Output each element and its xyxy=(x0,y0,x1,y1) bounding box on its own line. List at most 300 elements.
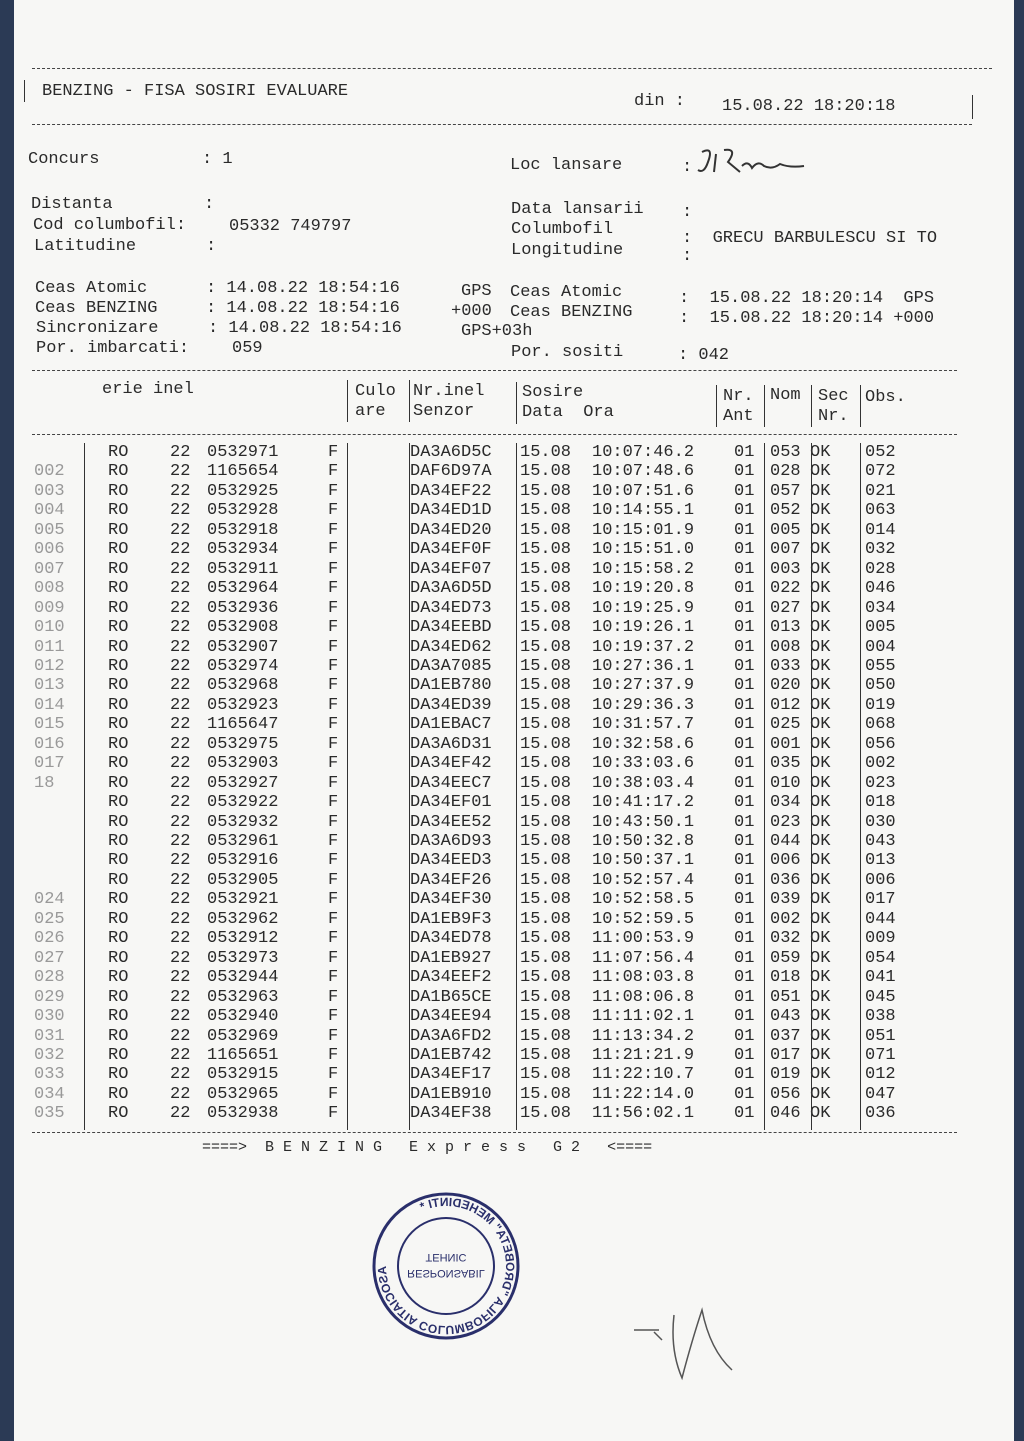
ring-number: 0532927 xyxy=(207,773,279,793)
arrival-time: 11:13:34.2 xyxy=(592,1026,695,1046)
antenna-number: 01 xyxy=(734,793,755,813)
ring-year: 22 xyxy=(170,968,191,988)
sec-status: OK xyxy=(810,832,831,851)
distanta-value: : xyxy=(204,195,215,214)
arrival-time: 10:19:25.9 xyxy=(592,598,695,618)
country: RO xyxy=(108,968,129,988)
ring-number: 0532973 xyxy=(207,948,279,968)
antenna-number: 01 xyxy=(734,1065,755,1085)
arrival-date: 15.08 xyxy=(520,987,572,1007)
arrival-time: 10:41:17.2 xyxy=(592,793,695,813)
arrival-time: 10:50:37.1 xyxy=(592,851,695,871)
sensor-id: DA34EF30 xyxy=(410,890,492,910)
observation: 047 xyxy=(865,1084,896,1104)
ceas-benzing-right-value: : 15.08.22 18:20:14 +000 xyxy=(679,309,935,328)
antenna-number: 01 xyxy=(734,890,755,910)
table-row xyxy=(14,1104,1014,1124)
arrival-date: 15.08 xyxy=(520,462,572,482)
header-nom: Nom xyxy=(770,386,801,405)
country: RO xyxy=(108,481,129,501)
nom-number: 056 xyxy=(770,1084,801,1104)
ring-year: 22 xyxy=(170,695,191,715)
nom-number: 037 xyxy=(770,1026,801,1046)
row-number: 024 xyxy=(34,890,65,910)
arrival-date: 15.08 xyxy=(520,773,572,793)
sensor-id: DA3A6D5C xyxy=(410,443,492,462)
table-row xyxy=(14,754,1014,774)
observation: 043 xyxy=(865,832,896,851)
country: RO xyxy=(108,812,129,832)
ring-number: 0532928 xyxy=(207,501,279,521)
country: RO xyxy=(108,870,129,890)
concurs-label: Concurs xyxy=(28,150,100,169)
antenna-number: 01 xyxy=(734,501,755,521)
country: RO xyxy=(108,773,129,793)
antenna-number: 01 xyxy=(734,656,755,676)
antenna-number: 01 xyxy=(734,443,755,462)
arrival-time: 10:31:57.7 xyxy=(592,715,695,735)
country: RO xyxy=(108,656,129,676)
sec-status: OK xyxy=(810,695,831,715)
country: RO xyxy=(108,1065,129,1085)
antenna-number: 01 xyxy=(734,812,755,832)
ring-number: 0532961 xyxy=(207,832,279,851)
country: RO xyxy=(108,443,129,462)
sensor-id: DA34ED62 xyxy=(410,637,492,657)
sec-status: OK xyxy=(810,754,831,774)
arrival-date: 15.08 xyxy=(520,851,572,871)
svg-text:ASOCIATIA COLUMBOFILA "DROBETA: ASOCIATIA COLUMBOFILA "DROBETA" MEHEDINTI * xyxy=(374,1194,518,1338)
country: RO xyxy=(108,1045,129,1065)
din-label: din : xyxy=(634,92,686,111)
arrival-date: 15.08 xyxy=(520,1045,572,1065)
arrival-time: 10:27:37.9 xyxy=(592,676,695,696)
ring-number: 0532908 xyxy=(207,618,279,638)
sec-status: OK xyxy=(810,1045,831,1065)
nom-number: 053 xyxy=(770,443,801,462)
table-row xyxy=(14,618,1014,638)
arrival-time: 10:15:58.2 xyxy=(592,559,695,579)
ring-year: 22 xyxy=(170,773,191,793)
sex: F xyxy=(328,695,339,715)
arrival-date: 15.08 xyxy=(520,812,572,832)
table-row xyxy=(14,735,1014,755)
arrival-time: 10:15:01.9 xyxy=(592,520,695,540)
imbarcati-value: 059 xyxy=(232,339,263,358)
table-row xyxy=(14,871,1014,891)
ceas-atomic-suffix: GPS xyxy=(461,282,492,301)
arrival-time: 11:08:03.8 xyxy=(592,968,695,988)
row-number: 028 xyxy=(34,968,65,988)
antenna-number: 01 xyxy=(734,540,755,560)
sec-status: OK xyxy=(810,793,831,813)
arrival-date: 15.08 xyxy=(520,501,572,521)
nom-number: 052 xyxy=(770,501,801,521)
observation: 055 xyxy=(865,656,896,676)
nom-number: 027 xyxy=(770,598,801,618)
table-row xyxy=(14,910,1014,930)
arrival-time: 11:11:02.1 xyxy=(592,1007,695,1027)
sec-status: OK xyxy=(810,443,831,462)
ring-number: 0532975 xyxy=(207,734,279,754)
table-row xyxy=(14,676,1014,696)
arrival-time: 10:33:03.6 xyxy=(592,754,695,774)
ring-number: 0532921 xyxy=(207,890,279,910)
data-lansarii-value: : xyxy=(682,203,693,222)
ring-year: 22 xyxy=(170,870,191,890)
observation: 028 xyxy=(865,559,896,579)
arrival-time: 10:15:51.0 xyxy=(592,540,695,560)
table-row xyxy=(14,832,1014,852)
sec-status: OK xyxy=(810,948,831,968)
arrival-date: 15.08 xyxy=(520,618,572,638)
sec-status: OK xyxy=(810,870,831,890)
sex: F xyxy=(328,948,339,968)
column-divider xyxy=(811,443,812,1130)
sex: F xyxy=(328,773,339,793)
sec-status: OK xyxy=(810,734,831,754)
sensor-id: DA3A6FD2 xyxy=(410,1026,492,1046)
arrival-time: 10:07:51.6 xyxy=(592,481,695,501)
sec-status: OK xyxy=(810,1065,831,1085)
antenna-number: 01 xyxy=(734,909,755,929)
sincronizare-value: : 14.08.22 18:54:16 xyxy=(208,319,402,338)
row-number: 034 xyxy=(34,1084,65,1104)
observation: 014 xyxy=(865,520,896,540)
arrival-time: 11:22:14.0 xyxy=(592,1084,695,1104)
row-number: 026 xyxy=(34,929,65,949)
row-number: 011 xyxy=(34,637,65,657)
sensor-id: DA34EF26 xyxy=(410,870,492,890)
row-number: 014 xyxy=(34,695,65,715)
ring-year: 22 xyxy=(170,734,191,754)
ring-year: 22 xyxy=(170,637,191,657)
sensor-id: DA1EB9F3 xyxy=(410,909,492,929)
ring-number: 0532963 xyxy=(207,987,279,1007)
observation: 052 xyxy=(865,443,896,462)
observation: 045 xyxy=(865,987,896,1007)
sensor-id: DAF6D97A xyxy=(410,462,492,482)
sensor-id: DA34EF07 xyxy=(410,559,492,579)
antenna-number: 01 xyxy=(734,968,755,988)
nom-number: 007 xyxy=(770,540,801,560)
sensor-id: DA34EEC7 xyxy=(410,773,492,793)
sex: F xyxy=(328,559,339,579)
arrival-date: 15.08 xyxy=(520,676,572,696)
ring-year: 22 xyxy=(170,754,191,774)
ring-year: 22 xyxy=(170,1007,191,1027)
ring-year: 22 xyxy=(170,812,191,832)
sex: F xyxy=(328,870,339,890)
country: RO xyxy=(108,793,129,813)
sec-status: OK xyxy=(810,1007,831,1027)
ring-year: 22 xyxy=(170,559,191,579)
row-number: 007 xyxy=(34,559,65,579)
table-row xyxy=(14,657,1014,677)
nom-number: 039 xyxy=(770,890,801,910)
ring-year: 22 xyxy=(170,987,191,1007)
country: RO xyxy=(108,1026,129,1046)
header-sec-nr: Nr. xyxy=(818,407,849,426)
antenna-number: 01 xyxy=(734,1104,755,1124)
table-row xyxy=(14,482,1014,502)
row-number: 017 xyxy=(34,754,65,774)
ceas-atomic-right-value: : 15.08.22 18:20:14 GPS xyxy=(679,289,935,308)
ring-year: 22 xyxy=(170,1084,191,1104)
antenna-number: 01 xyxy=(734,870,755,890)
ring-year: 22 xyxy=(170,501,191,521)
ring-year: 22 xyxy=(170,618,191,638)
sec-status: OK xyxy=(810,618,831,638)
arrival-date: 15.08 xyxy=(520,443,572,462)
table-row xyxy=(14,696,1014,716)
nom-number: 022 xyxy=(770,579,801,599)
sec-status: OK xyxy=(810,1026,831,1046)
observation: 017 xyxy=(865,890,896,910)
sincronizare-label: Sincronizare xyxy=(36,319,159,338)
sex: F xyxy=(328,1065,339,1085)
arrival-date: 15.08 xyxy=(520,870,572,890)
nom-number: 013 xyxy=(770,618,801,638)
sec-status: OK xyxy=(810,579,831,599)
nom-number: 017 xyxy=(770,1045,801,1065)
row-number: 035 xyxy=(34,1104,65,1124)
arrival-date: 15.08 xyxy=(520,695,572,715)
concurs-value: : 1 xyxy=(202,150,233,169)
ring-year: 22 xyxy=(170,1065,191,1085)
arrival-date: 15.08 xyxy=(520,1026,572,1046)
country: RO xyxy=(108,676,129,696)
sex: F xyxy=(328,754,339,774)
observation: 063 xyxy=(865,501,896,521)
sositi-value: : 042 xyxy=(678,346,730,365)
country: RO xyxy=(108,832,129,851)
arrival-time: 10:14:55.1 xyxy=(592,501,695,521)
arrival-date: 15.08 xyxy=(520,540,572,560)
sex: F xyxy=(328,793,339,813)
header-nr-ant: Nr. xyxy=(723,387,754,406)
table-row xyxy=(14,443,1014,463)
column-divider xyxy=(516,443,517,1130)
table-row xyxy=(14,521,1014,541)
observation: 004 xyxy=(865,637,896,657)
observation: 046 xyxy=(865,579,896,599)
ring-number: 0532918 xyxy=(207,520,279,540)
arrival-date: 15.08 xyxy=(520,754,572,774)
header-senzor: Senzor xyxy=(413,402,475,421)
row-number: 030 xyxy=(34,1007,65,1027)
row-number: 031 xyxy=(34,1026,65,1046)
antenna-number: 01 xyxy=(734,676,755,696)
header-culoare: Culo xyxy=(355,382,396,401)
arrival-date: 15.08 xyxy=(520,579,572,599)
sex: F xyxy=(328,929,339,949)
column-divider xyxy=(860,443,861,1130)
ring-year: 22 xyxy=(170,909,191,929)
ring-year: 22 xyxy=(170,929,191,949)
sex: F xyxy=(328,462,339,482)
ring-year: 22 xyxy=(170,1026,191,1046)
arrival-time: 11:22:10.7 xyxy=(592,1065,695,1085)
arrival-date: 15.08 xyxy=(520,929,572,949)
sensor-id: DA3A6D5D xyxy=(410,579,492,599)
ring-year: 22 xyxy=(170,1045,191,1065)
antenna-number: 01 xyxy=(734,579,755,599)
country: RO xyxy=(108,1104,129,1124)
antenna-number: 01 xyxy=(734,987,755,1007)
row-number: 016 xyxy=(34,734,65,754)
antenna-number: 01 xyxy=(734,1007,755,1027)
table-row xyxy=(14,501,1014,521)
longitudine-value: : xyxy=(682,247,693,266)
ring-number: 0532911 xyxy=(207,559,279,579)
table-row xyxy=(14,638,1014,658)
sensor-id: DA1EB910 xyxy=(410,1084,492,1104)
row-number: 025 xyxy=(34,909,65,929)
table-row xyxy=(14,949,1014,969)
sensor-id: DA1EB927 xyxy=(410,948,492,968)
table-row xyxy=(14,793,1014,813)
arrival-time: 10:43:50.1 xyxy=(592,812,695,832)
sensor-id: DA34EEBD xyxy=(410,618,492,638)
country: RO xyxy=(108,929,129,949)
arrival-time: 10:19:37.2 xyxy=(592,637,695,657)
arrival-date: 15.08 xyxy=(520,734,572,754)
arrival-date: 15.08 xyxy=(520,559,572,579)
din-value: 15.08.22 18:20:18 xyxy=(722,97,896,116)
observation: 030 xyxy=(865,812,896,832)
loc-lansare-value: : xyxy=(682,158,693,177)
observation: 013 xyxy=(865,851,896,871)
sex: F xyxy=(328,1026,339,1046)
sex: F xyxy=(328,1084,339,1104)
country: RO xyxy=(108,715,129,735)
ring-year: 22 xyxy=(170,676,191,696)
ring-year: 22 xyxy=(170,598,191,618)
country: RO xyxy=(108,579,129,599)
ring-year: 22 xyxy=(170,462,191,482)
nom-number: 057 xyxy=(770,481,801,501)
arrival-time: 10:52:58.5 xyxy=(592,890,695,910)
country: RO xyxy=(108,695,129,715)
column-divider xyxy=(409,443,410,1130)
row-number: 032 xyxy=(34,1045,65,1065)
table-row xyxy=(14,540,1014,560)
row-number: 027 xyxy=(34,948,65,968)
divider xyxy=(972,95,973,119)
table-row xyxy=(14,890,1014,910)
ring-number: 0532974 xyxy=(207,656,279,676)
sex: F xyxy=(328,618,339,638)
table-row xyxy=(14,1085,1014,1105)
sex: F xyxy=(328,890,339,910)
sec-status: OK xyxy=(810,462,831,482)
antenna-number: 01 xyxy=(734,773,755,793)
table-row xyxy=(14,1046,1014,1066)
svg-text:RESPONSABIL: RESPONSABIL xyxy=(407,1267,485,1279)
ring-number: 0532903 xyxy=(207,754,279,774)
sensor-id: DA34EF42 xyxy=(410,754,492,774)
column-divider xyxy=(764,443,765,1130)
observation: 018 xyxy=(865,793,896,813)
row-number: 009 xyxy=(34,598,65,618)
table-row xyxy=(14,462,1014,482)
columbofil-label: Columbofil xyxy=(511,220,614,239)
observation: 071 xyxy=(865,1045,896,1065)
sensor-id: DA1B65CE xyxy=(410,987,492,1007)
sensor-id: DA34EE94 xyxy=(410,1007,492,1027)
sex: F xyxy=(328,579,339,599)
row-number: 015 xyxy=(34,715,65,735)
sensor-id: DA34EF17 xyxy=(410,1065,492,1085)
antenna-number: 01 xyxy=(734,754,755,774)
arrival-time: 10:32:58.6 xyxy=(592,734,695,754)
observation: 019 xyxy=(865,695,896,715)
nom-number: 006 xyxy=(770,851,801,871)
ring-number: 1165647 xyxy=(207,715,279,735)
nom-number: 023 xyxy=(770,812,801,832)
ring-year: 22 xyxy=(170,715,191,735)
country: RO xyxy=(108,1084,129,1104)
ring-number: 0532964 xyxy=(207,579,279,599)
antenna-number: 01 xyxy=(734,715,755,735)
arrival-time: 11:00:53.9 xyxy=(592,929,695,949)
sex: F xyxy=(328,909,339,929)
observation: 072 xyxy=(865,462,896,482)
sensor-id: DA34EE52 xyxy=(410,812,492,832)
sensor-id: DA1EB742 xyxy=(410,1045,492,1065)
divider xyxy=(32,1132,957,1133)
arrival-date: 15.08 xyxy=(520,1104,572,1124)
arrival-date: 15.08 xyxy=(520,1065,572,1085)
sensor-id: DA1EB780 xyxy=(410,676,492,696)
country: RO xyxy=(108,1007,129,1027)
cod-columbofil-label: Cod columbofil: xyxy=(33,216,187,235)
ceas-atomic-value: : 14.08.22 18:54:16 xyxy=(206,279,400,298)
antenna-number: 01 xyxy=(734,618,755,638)
table-row xyxy=(14,851,1014,871)
sincronizare-suffix: GPS+03h xyxy=(461,322,533,341)
country: RO xyxy=(108,598,129,618)
sensor-id: DA34EF0F xyxy=(410,540,492,560)
columbofil-value: : GRECU BARBULESCU SI TO xyxy=(682,229,938,248)
sec-status: OK xyxy=(810,540,831,560)
sex: F xyxy=(328,851,339,871)
nom-number: 012 xyxy=(770,695,801,715)
sec-status: OK xyxy=(810,909,831,929)
header-sosire: Sosire xyxy=(522,383,584,402)
handwritten-location xyxy=(694,140,814,185)
latitudine-label: Latitudine xyxy=(34,237,137,256)
ring-number: 0532925 xyxy=(207,481,279,501)
nom-number: 035 xyxy=(770,754,801,774)
antenna-number: 01 xyxy=(734,1026,755,1046)
table-row xyxy=(14,1027,1014,1047)
sex: F xyxy=(328,812,339,832)
divider xyxy=(32,68,992,69)
ring-year: 22 xyxy=(170,540,191,560)
sensor-id: DA34ED78 xyxy=(410,929,492,949)
arrival-date: 15.08 xyxy=(520,637,572,657)
sec-status: OK xyxy=(810,520,831,540)
sensor-id: DA34ED73 xyxy=(410,598,492,618)
sec-status: OK xyxy=(810,1104,831,1124)
ring-number: 0532969 xyxy=(207,1026,279,1046)
longitudine-label: Longitudine xyxy=(511,241,624,260)
header-culoare-2: are xyxy=(355,402,386,421)
observation: 068 xyxy=(865,715,896,735)
nom-number: 001 xyxy=(770,734,801,754)
